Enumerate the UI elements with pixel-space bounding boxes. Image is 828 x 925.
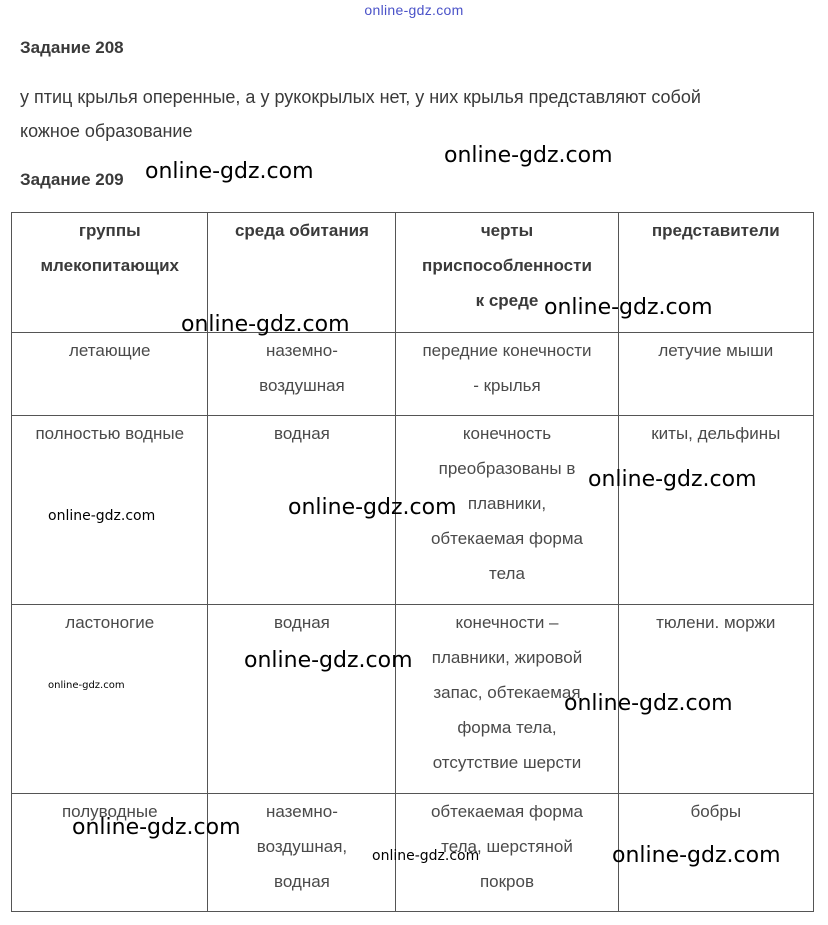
cell-text: передние конечности — [422, 341, 592, 360]
header-text: представители — [651, 221, 780, 240]
watermark: online-gdz.com — [48, 508, 156, 524]
cell-text: летучие мыши — [658, 341, 774, 360]
watermark: online-gdz.com — [372, 848, 480, 864]
cell-group — [12, 794, 208, 912]
cell-text: - крылья — [473, 376, 541, 395]
cell-text: обтекаемая форма — [430, 529, 584, 548]
cell-text: преобразованы в — [438, 459, 576, 478]
cell-text: плавники, жировой — [431, 648, 583, 667]
header-text: к среде — [475, 291, 539, 310]
header-groups — [12, 213, 208, 333]
cell-text: киты, дельфины — [651, 424, 781, 443]
watermark: online-gdz.com — [145, 159, 314, 184]
cell-text: наземно- — [266, 341, 338, 360]
cell-text: тела, шерстяной — [441, 837, 573, 856]
cell-text: бобры — [690, 802, 742, 821]
cell-group — [12, 605, 208, 794]
watermark: online-gdz.com — [444, 143, 613, 168]
header-text: приспособленности — [422, 256, 592, 275]
task-209-title: Задание 209 — [20, 170, 124, 189]
cell-habitat — [208, 794, 396, 912]
cell-group — [12, 333, 208, 416]
cell-text: летающие — [68, 341, 151, 360]
watermark: online-gdz.com — [48, 680, 125, 691]
cell-text: наземно- — [266, 802, 338, 821]
cell-text: полностью водные — [35, 424, 185, 443]
cell-text: водная — [274, 872, 330, 891]
watermark: online-gdz.com — [544, 295, 713, 320]
cell-text: плавники, — [467, 494, 547, 513]
header-text: среда обитания — [234, 221, 369, 240]
cell-text: ластоногие — [65, 613, 155, 632]
watermark: online-gdz.com — [288, 495, 457, 520]
cell-examples — [618, 333, 813, 416]
site-header-watermark: online-gdz.com — [364, 2, 464, 18]
watermark: online-gdz.com — [181, 312, 350, 337]
header-text: группы — [78, 221, 141, 240]
answer-line-2: кожное образование — [20, 121, 193, 141]
cell-habitat — [208, 333, 396, 416]
header-text: млекопитающих — [40, 256, 180, 275]
cell-text: конечности – — [455, 613, 559, 632]
cell-text: тела — [489, 564, 525, 583]
cell-features — [396, 333, 618, 416]
cell-text: водная — [274, 424, 330, 443]
watermark: online-gdz.com — [588, 467, 757, 492]
cell-habitat — [208, 605, 396, 794]
task-208-answer — [20, 80, 820, 148]
answer-line-1: у птиц крылья оперенные, а у рукокрылых нет, у них крылья представляют собой — [20, 87, 701, 107]
cell-text: покров — [479, 872, 534, 891]
cell-text: запас, обтекаемая — [433, 683, 581, 702]
task-208-title: Задание 208 — [20, 38, 124, 57]
table-row — [12, 333, 814, 416]
cell-text: форма тела, — [457, 718, 557, 737]
cell-text: воздушная — [259, 376, 345, 395]
watermark: online-gdz.com — [72, 815, 241, 840]
header-text: черты — [480, 221, 534, 240]
cell-text: тюлени. моржи — [656, 613, 776, 632]
cell-text: обтекаемая форма — [430, 802, 584, 821]
cell-text: водная — [274, 613, 330, 632]
cell-text: полуводные — [61, 802, 158, 821]
cell-examples — [618, 416, 813, 605]
cell-text: отсутствие шерсти — [432, 753, 582, 772]
watermark: online-gdz.com — [244, 648, 413, 673]
watermark: online-gdz.com — [612, 843, 781, 868]
cell-text: конечность — [462, 424, 552, 443]
watermark: online-gdz.com — [564, 691, 733, 716]
cell-text: воздушная, — [256, 837, 348, 856]
